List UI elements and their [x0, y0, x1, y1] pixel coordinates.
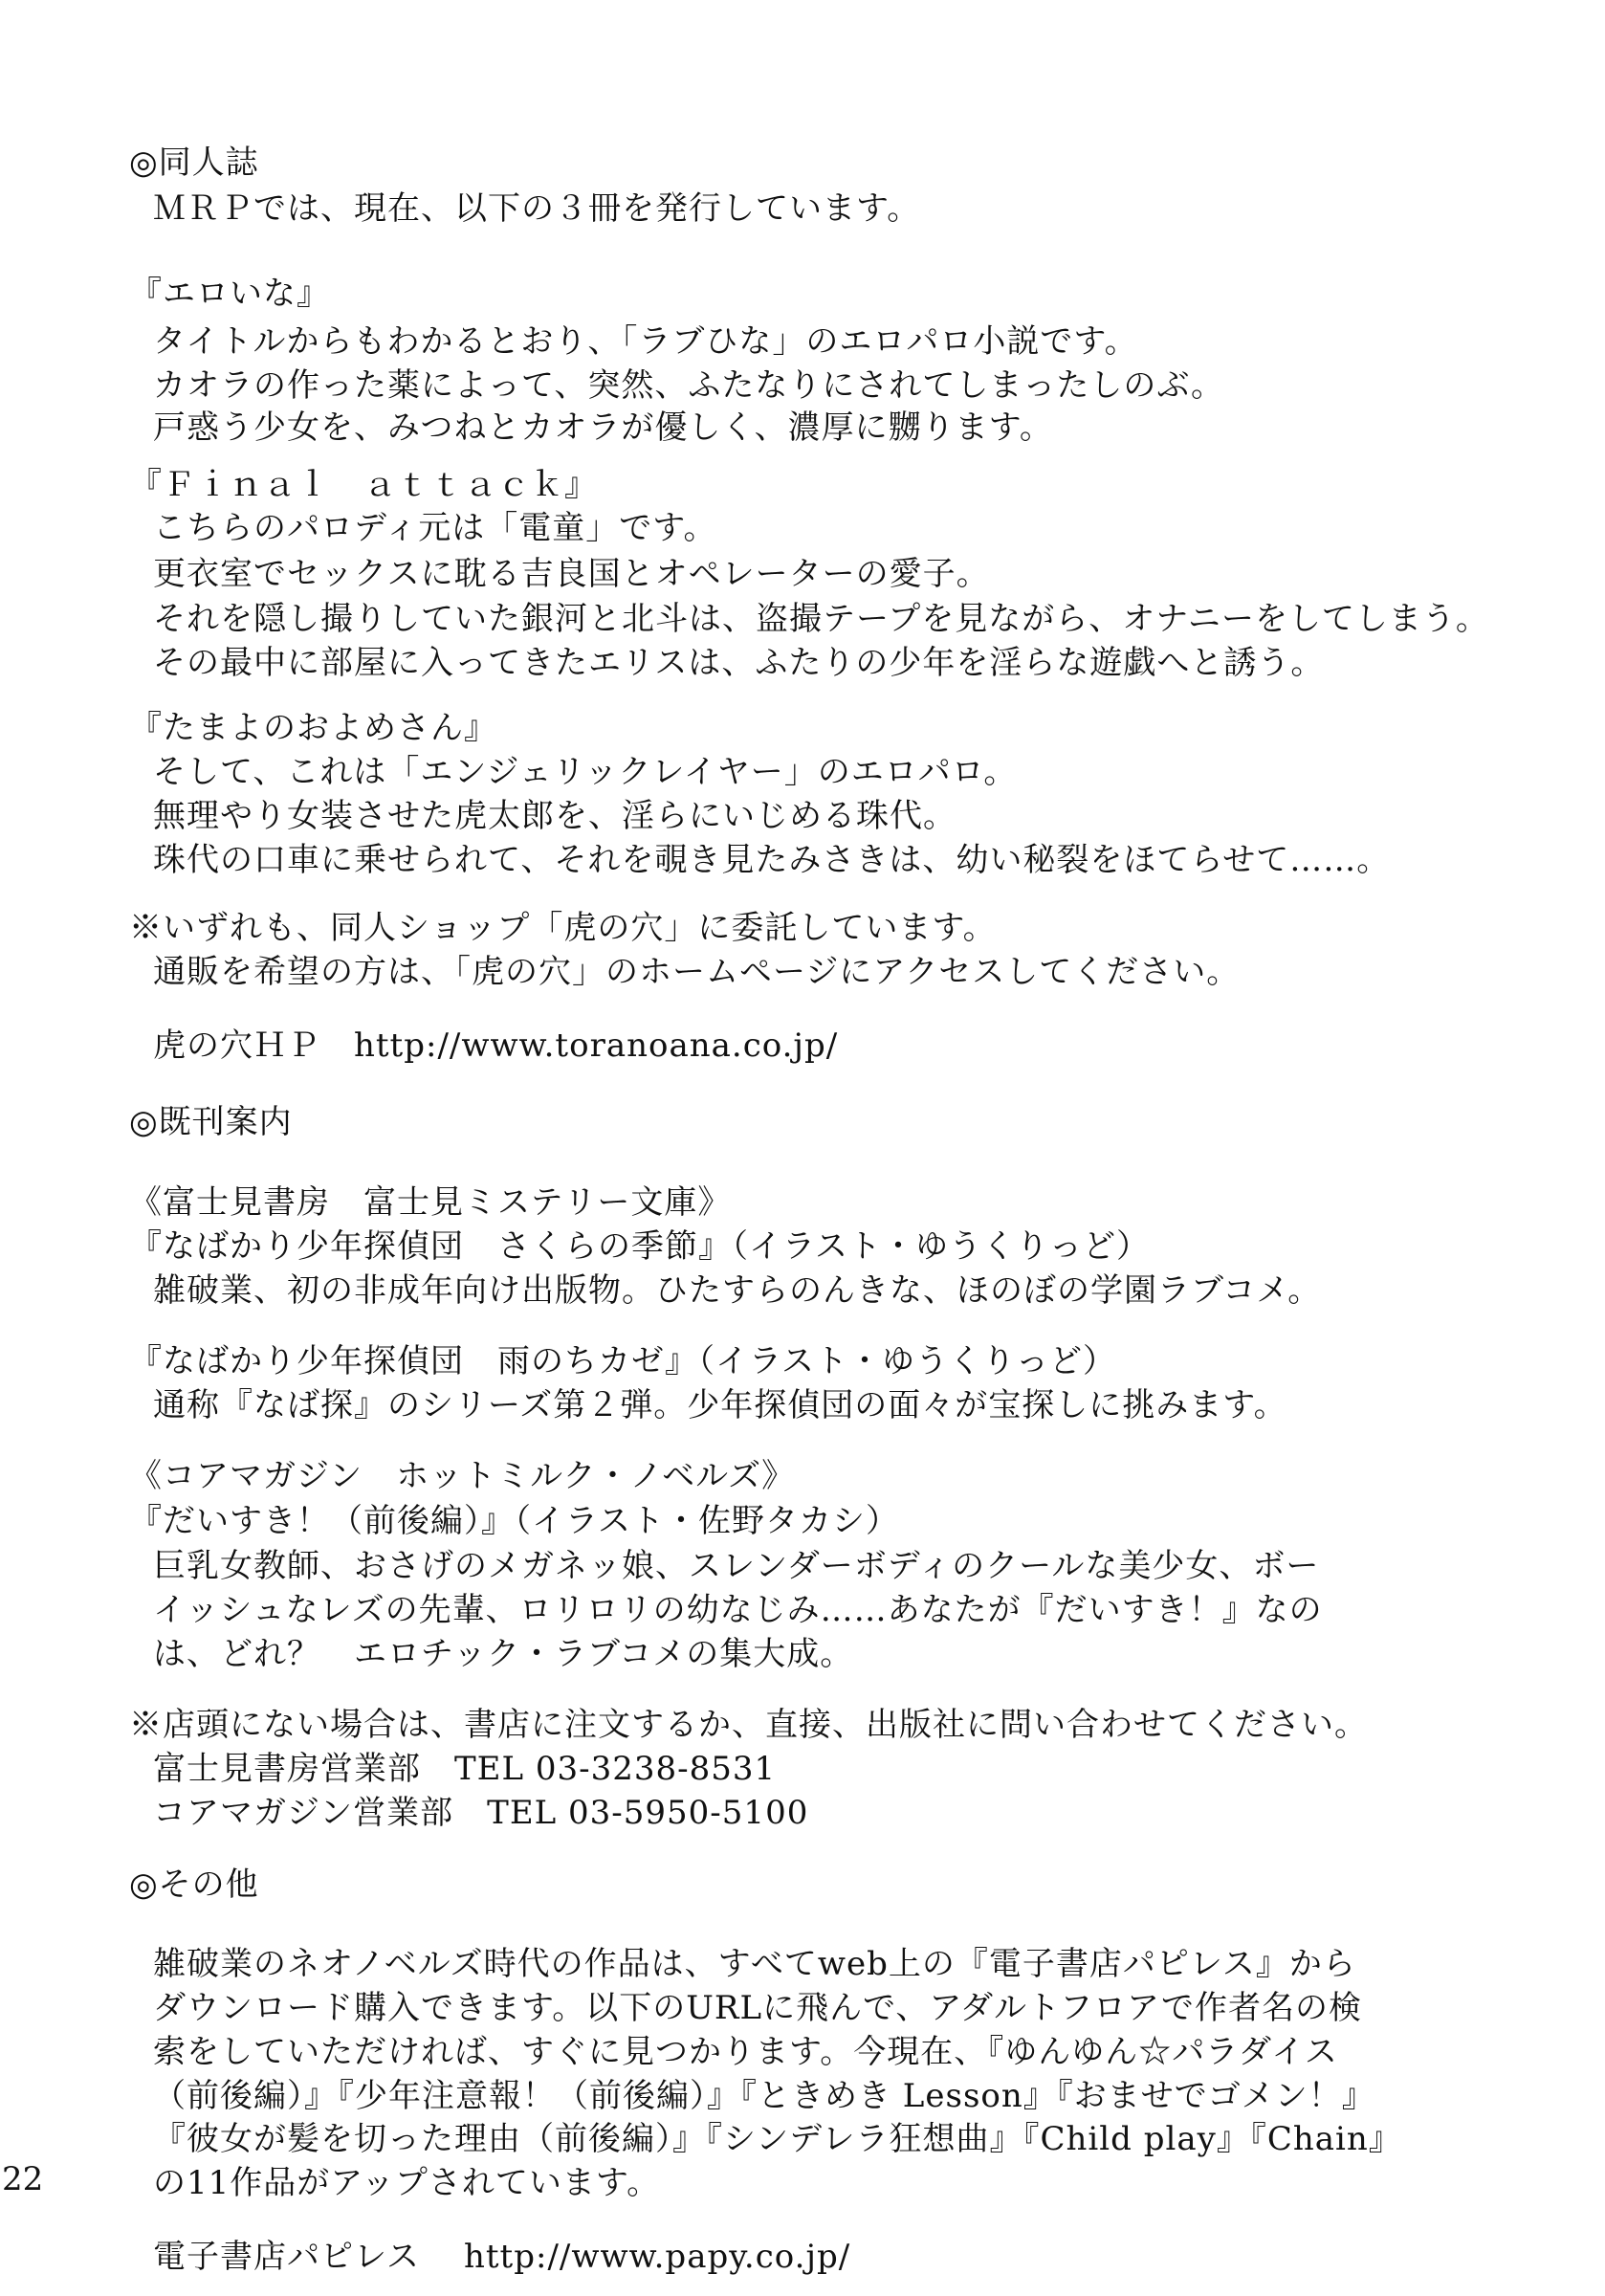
book-desc-line: 無理やり女装させた虎太郎を、淫らにいじめる珠代。	[153, 797, 956, 835]
book-desc-line: 通称『なば探』のシリーズ第２弾。少年探偵団の面々が宝探しに挑みます。	[153, 1386, 1287, 1424]
book-desc-line: タイトルからもわかるとおり、「ラブひな」のエロパロ小説です。	[153, 322, 1138, 361]
section-heading-published: ◎既刊案内	[129, 1103, 293, 1141]
book-desc-line: カオラの作った薬によって、突然、ふたなりにされてしまったしのぶ。	[153, 366, 1224, 405]
other-line: の11作品がアップされています。	[153, 2164, 661, 2202]
book-desc-line: 戸惑う少女を、みつねとカオラが優しく、濃厚に嬲ります。	[153, 408, 1053, 447]
contact-coremagazine: コアマガジン営業部 TEL 03-5950-5100	[153, 1794, 809, 1832]
section-heading-doujinshi: ◎同人誌	[129, 144, 259, 182]
other-line: ダウンロード購入できます。以下のURLに飛んで、アダルトフロアで作者名の検	[153, 1989, 1363, 2027]
book-title-eroina: 『エロいな』	[129, 275, 330, 313]
book-desc-line: こちらのパロディ元は「電童」です。	[153, 509, 717, 547]
book-desc-line: 雑破業、初の非成年向け出版物。ひたすらのんきな、ほのぼの学園ラブコメ。	[153, 1271, 1322, 1310]
doujinshi-note-line: 通販を希望の方は、「虎の穴」のホームページにアクセスしてください。	[153, 953, 1241, 991]
other-line: 索をしていただければ、すぐに見つかります。今現在、『ゆんゆん☆パラダイス	[153, 2033, 1338, 2071]
doujinshi-note: ※いずれも、同人ショップ「虎の穴」に委託しています。	[129, 909, 997, 947]
book-desc-line: そして、これは「エンジェリックレイヤー」のエロパロ。	[153, 753, 1018, 791]
book-desc-line: 巨乳女教師、おさげのメガネッ娘、スレンダーボディのクールな美少女、ボー	[153, 1547, 1320, 1585]
book-desc-line: 更衣室でセックスに耽る吉良国とオペレーターの愛子。	[153, 555, 990, 593]
section-heading-other: ◎その他	[129, 1866, 259, 1904]
toranoana-url[interactable]: http://www.toranoana.co.jp/	[354, 1027, 839, 1065]
book-desc-line: それを隠し撮りしていた銀河と北斗は、盗撮テープを見ながら、オナニーをしてしまう。	[153, 600, 1489, 638]
contact-fujimi: 富士見書房営業部 TEL 03-3238-8531	[153, 1750, 777, 1788]
book-title-tamayo: 『たまよのおよめさん』	[129, 709, 497, 747]
publisher-fujimi: 《富士見書房 富士見ミステリー文庫》	[129, 1183, 732, 1222]
book-title-sakura: 『なばかり少年探偵団 さくらの季節』（イラスト・ゆうくりっど）	[129, 1227, 1150, 1266]
book-title-daisuki: 『だいすき！（前後編）』（イラスト・佐野タカシ）	[129, 1502, 899, 1540]
book-desc-line: イッシュなレズの先輩、ロリロリの幼なじみ……あなたが『だいすき！』なの	[153, 1591, 1323, 1629]
published-note: ※店頭にない場合は、書店に注文するか、直接、出版社に問い合わせてください。	[129, 1706, 1368, 1744]
doujinshi-intro: ＭＲＰでは、現在、以下の３冊を発行しています。	[153, 189, 921, 228]
other-line: 雑破業のネオノベルズ時代の作品は、すべてweb上の『電子書店パピレス』から	[153, 1945, 1356, 1983]
papyless-url[interactable]: http://www.papy.co.jp/	[464, 2238, 851, 2276]
book-desc-line: その最中に部屋に入ってきたエリスは、ふたりの少年を淫らな遊戯へと誘う。	[153, 644, 1325, 682]
book-desc-line: は、どれ？ エロチック・ラブコメの集大成。	[153, 1635, 854, 1673]
publisher-coremagazine: 《コアマガジン ホットミルク・ノベルズ》	[129, 1457, 796, 1495]
other-line: 『彼女が髪を切った理由（前後編）』『シンデレラ狂想曲』『Child play』『Chain』	[153, 2120, 1402, 2158]
papyless-label: 電子書店パピレス	[153, 2238, 420, 2276]
book-desc-line: 珠代の口車に乗せられて、それを覗き見たみさきは、幼い秘裂をほてらせて……。	[153, 841, 1391, 879]
toranoana-hp-label: 虎の穴ＨＰ	[153, 1027, 320, 1065]
book-title-amenochikaze: 『なばかり少年探偵団 雨のちカゼ』（イラスト・ゆうくりっど）	[129, 1342, 1116, 1380]
page-number: 22	[2, 2160, 44, 2198]
other-line: （前後編）』『少年注意報！（前後編）』『ときめき Lesson』『おませでゴメン！』	[153, 2077, 1375, 2115]
book-title-final-attack: 『Ｆｉｎａｌ ａｔｔａｃｋ』	[129, 466, 598, 504]
